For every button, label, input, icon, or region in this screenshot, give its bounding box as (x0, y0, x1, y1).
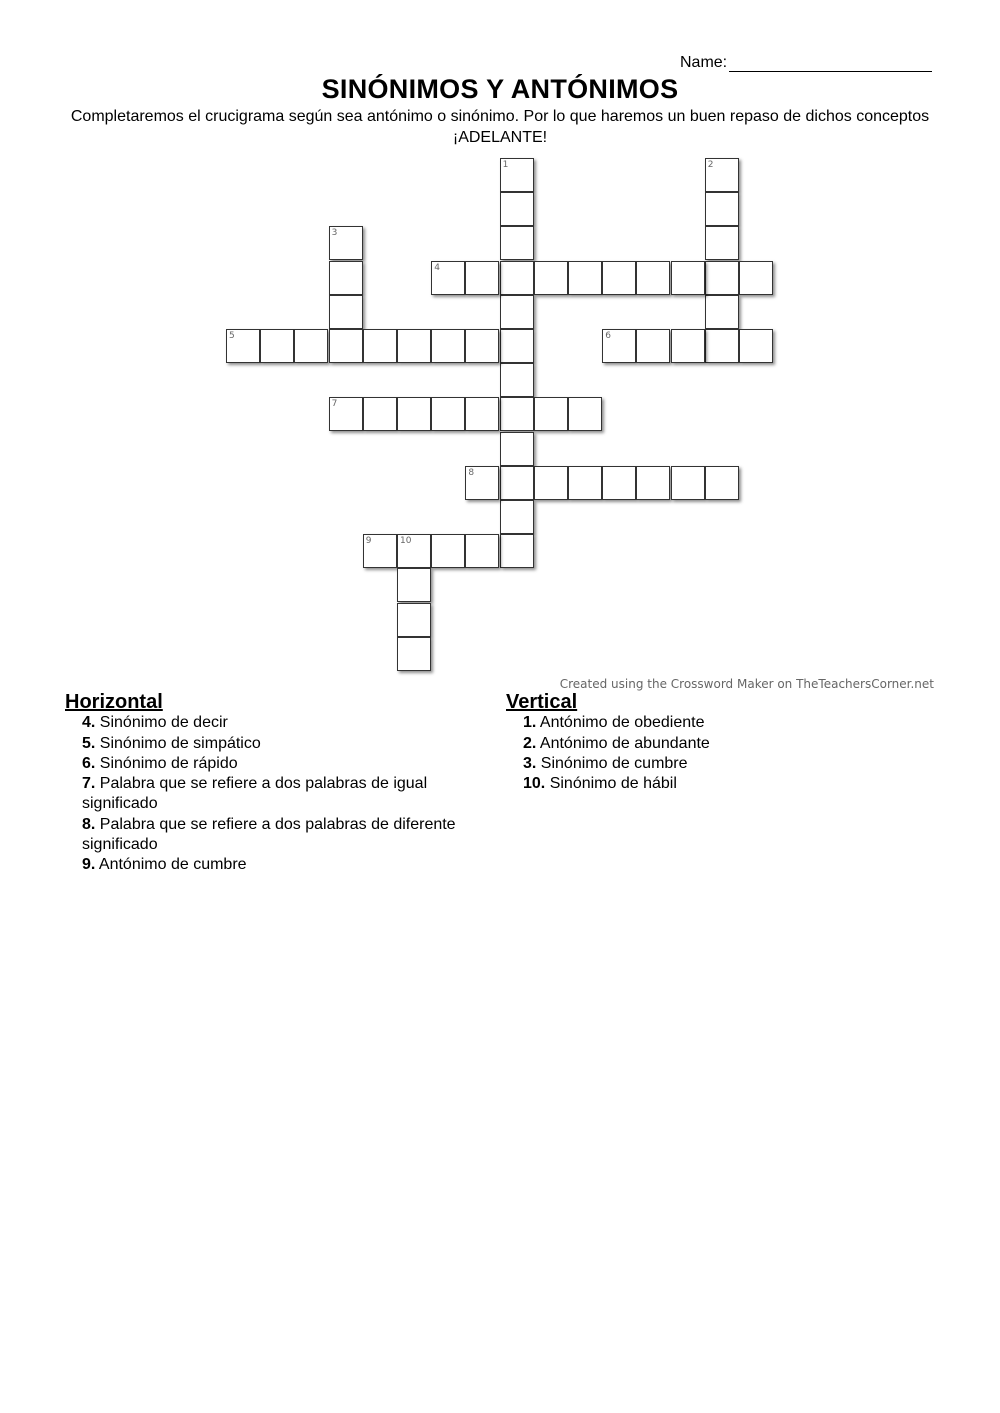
crossword-cell[interactable] (431, 261, 465, 295)
crossword-cell[interactable] (329, 226, 363, 260)
name-label: Name: (680, 54, 728, 71)
clue-number: 3. (523, 754, 537, 772)
horizontal-clue-list (65, 713, 485, 875)
clue-number: 10 (400, 536, 412, 547)
crossword-cell[interactable] (705, 466, 739, 500)
crossword-cell[interactable] (534, 397, 568, 431)
crossword-cell[interactable] (329, 295, 363, 329)
crossword-cell[interactable] (705, 261, 739, 295)
crossword-cell[interactable] (500, 158, 534, 192)
clue-number: 9. (82, 856, 96, 874)
crossword-cell[interactable] (397, 397, 431, 431)
crossword-cell[interactable] (329, 261, 363, 295)
crossword-cell[interactable] (705, 192, 739, 226)
crossword-cell[interactable] (671, 466, 705, 500)
page-title: SINÓNIMOS Y ANTÓNIMOS (321, 74, 679, 104)
crossword-cell[interactable] (705, 226, 739, 260)
credit-text: Created using the Crossword Maker on TheTeachersCorner.net (559, 677, 934, 691)
crossword-cell[interactable] (671, 261, 705, 295)
vertical-clue-list (506, 713, 926, 794)
crossword-cell[interactable] (500, 192, 534, 226)
vertical-clues (506, 692, 926, 794)
crossword-cell[interactable] (397, 329, 431, 363)
crossword-cell[interactable] (705, 295, 739, 329)
clue-item (506, 774, 926, 794)
crossword-cell[interactable] (226, 329, 260, 363)
crossword-cell[interactable] (602, 261, 636, 295)
clue-number: 1. (523, 714, 537, 732)
crossword-cell[interactable] (500, 261, 534, 295)
clue-item (506, 754, 926, 774)
crossword-cell[interactable] (260, 329, 294, 363)
clue-item (506, 734, 926, 754)
crossword-cell[interactable] (636, 329, 670, 363)
clue-item (65, 734, 485, 754)
clue-text: Sinónimo de simpático (95, 734, 261, 752)
clue-item (65, 774, 485, 815)
crossword-cell[interactable] (500, 466, 534, 500)
clue-text: Palabra que se refiere a dos palabras de diferente significado (82, 815, 456, 854)
crossword-cell[interactable] (534, 261, 568, 295)
clue-item (65, 855, 485, 875)
crossword-cell[interactable] (602, 329, 636, 363)
crossword-cell[interactable] (705, 158, 739, 192)
crossword-cell[interactable] (671, 329, 705, 363)
clue-item (506, 713, 926, 733)
clue-number: 5. (82, 734, 96, 752)
crossword-cell[interactable] (329, 397, 363, 431)
crossword-cell[interactable] (363, 329, 397, 363)
crossword-cell[interactable] (431, 397, 465, 431)
crossword-cell[interactable] (500, 397, 534, 431)
crossword-cell[interactable] (500, 226, 534, 260)
clue-item (65, 754, 485, 774)
clue-text: Antónimo de obediente (536, 714, 705, 732)
clue-number: 1 (502, 160, 509, 170)
crossword-cell[interactable] (500, 329, 534, 363)
crossword-cell[interactable] (465, 466, 499, 500)
crossword-cell[interactable] (636, 261, 670, 295)
crossword-cell[interactable] (705, 329, 739, 363)
crossword-cell[interactable] (465, 397, 499, 431)
crossword-cell[interactable] (363, 397, 397, 431)
horizontal-heading: Horizontal (65, 691, 163, 713)
horizontal-clues (65, 692, 485, 876)
clue-number: 3 (331, 228, 338, 239)
crossword-cell[interactable] (465, 261, 499, 295)
clue-number: 8 (468, 467, 475, 478)
crossword-cell[interactable] (534, 466, 568, 500)
clue-number: 7 (331, 399, 338, 410)
clue-number: 6 (605, 331, 611, 341)
clue-number: 10. (523, 775, 546, 793)
clue-item (65, 713, 485, 733)
crossword-cell[interactable] (602, 466, 636, 500)
crossword-cell[interactable] (397, 568, 431, 602)
crossword-cell[interactable] (431, 329, 465, 363)
clue-number: 9 (365, 536, 372, 547)
crossword-cell[interactable] (568, 397, 602, 431)
crossword-cell[interactable] (294, 329, 328, 363)
crossword-cell[interactable] (363, 534, 397, 568)
clue-number: 6. (82, 754, 96, 772)
crossword-cell[interactable] (465, 534, 499, 568)
clue-number: 2 (707, 160, 714, 170)
vertical-heading: Vertical (506, 691, 578, 713)
instructions: Completaremos el crucigrama según sea antónimo o sinónimo. Por lo que haremos un buen repaso de dichos conceptos ¡ADELANTE! (70, 108, 930, 146)
crossword-cell[interactable] (500, 295, 534, 329)
clue-number: 5 (229, 331, 235, 341)
crossword-cell[interactable] (397, 603, 431, 637)
crossword-cell[interactable] (636, 466, 670, 500)
clue-text: Sinónimo de cumbre (536, 754, 688, 772)
clue-number: 8. (82, 815, 96, 833)
clue-text: Sinónimo de hábil (545, 775, 677, 793)
crossword-cell[interactable] (500, 534, 534, 568)
clue-text: Antónimo de cumbre (95, 856, 247, 874)
crossword-cell[interactable] (500, 500, 534, 534)
crossword-cell[interactable] (329, 329, 363, 363)
crossword-cell[interactable] (568, 466, 602, 500)
crossword-cell[interactable] (500, 432, 534, 466)
clue-number: 7. (82, 775, 96, 793)
crossword-cell[interactable] (500, 363, 534, 397)
clue-number: 4. (82, 714, 96, 732)
crossword-cell[interactable] (397, 534, 431, 568)
crossword-grid (0, 0, 1000, 700)
clue-text: Sinónimo de rápido (95, 754, 238, 772)
crossword-cell[interactable] (397, 637, 431, 671)
clue-text: Palabra que se refiere a dos palabras de igual significado (82, 775, 428, 813)
crossword-cell[interactable] (739, 329, 773, 363)
clue-text: Antónimo de abundante (536, 734, 710, 752)
crossword-cell[interactable] (739, 261, 773, 295)
crossword-cell[interactable] (465, 329, 499, 363)
clue-number: 2. (523, 734, 537, 752)
clue-number: 4 (434, 262, 440, 273)
crossword-cell[interactable] (431, 534, 465, 568)
crossword-cell[interactable] (568, 261, 602, 295)
clue-text: Sinónimo de decir (95, 714, 228, 732)
clue-item (65, 815, 485, 856)
